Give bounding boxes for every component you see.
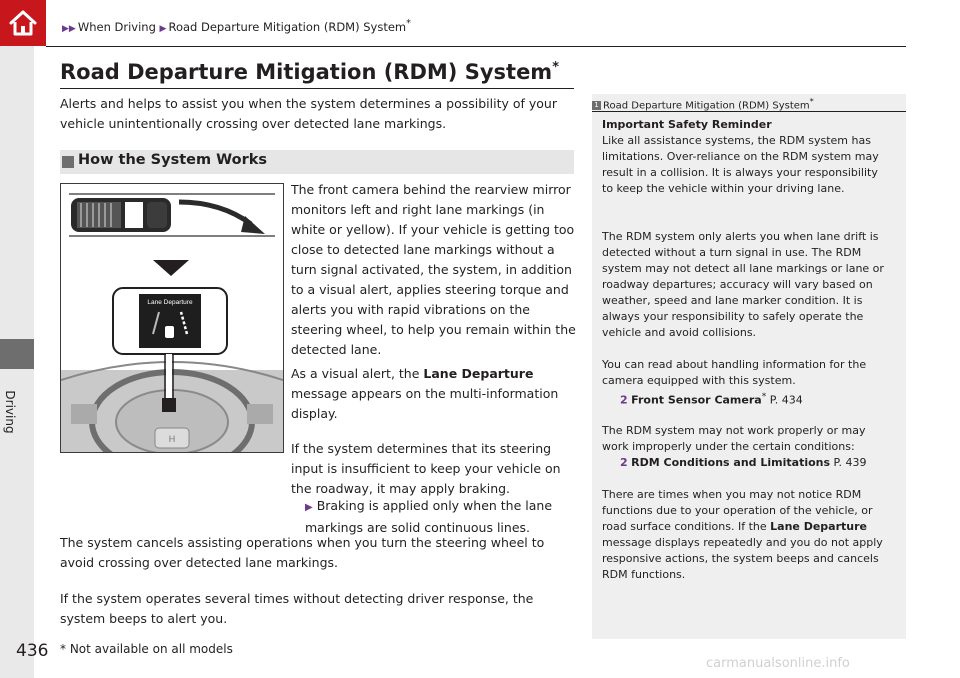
note-marker-icon: 1 [592, 101, 601, 110]
notes-header-star: * [809, 96, 814, 106]
breadcrumb [62, 18, 411, 34]
xref-rdm-conditions-label[interactable]: RDM Conditions and Limitations [631, 456, 831, 469]
lane-departure-term: Lane Departure [770, 520, 867, 533]
section-bullet-icon [62, 156, 74, 168]
xref-front-sensor-camera-label[interactable]: Front Sensor Camera [631, 393, 762, 407]
breadcrumb-link-when-driving[interactable]: When Driving [77, 19, 156, 34]
note-arrow-icon: ▶ [305, 502, 313, 513]
safety-reminder [602, 117, 892, 197]
section-heading: How the System Works [78, 152, 267, 168]
watermark: carmanualsonline.info [706, 656, 850, 671]
xref-front-sensor-camera[interactable]: 2 Front Sensor Camera* P. 434 [620, 391, 803, 407]
breadcrumb-arrow-icon: ▶▶ [62, 23, 76, 34]
intro-paragraph: Alerts and helps to assist you when the system determines a possibility of your vehicle unintentionally crossing over detected lane markings. [60, 96, 557, 131]
rdm-illustration [60, 183, 284, 453]
breadcrumb-current: Road Departure Mitigation (RDM) System [168, 19, 407, 34]
down-triangle-icon [153, 260, 189, 276]
page-title-star: * [552, 60, 559, 75]
note-cancel-functions: There are times when you may not notice RDM functions due to your operation of the vehicle, or road surface conditions. If the Lane Departure message displays repeatedly and you do not apply responsive actions, the system beeps and cancels RDM functions. [602, 488, 883, 581]
drift-arrowhead-icon [241, 216, 265, 234]
beep-paragraph: If the system operates several times without detecting driver response, the system beeps to alert you. [60, 591, 534, 626]
xref-rdm-conditions-page: P. 439 [830, 456, 867, 469]
header-divider [46, 46, 906, 47]
note-camera-text: You can read about handling information for the camera equipped with this system. [602, 358, 867, 387]
notes-header [592, 96, 906, 111]
vehicle-top-view-icon [71, 198, 171, 232]
safety-text: Like all assistance systems, the RDM system has limitations. Over-reliance on the RDM system may result in a collision. It is always your responsibility to keep the vehicle within your driving lane. [602, 134, 879, 195]
breadcrumb-star: * [406, 18, 411, 29]
title-divider [60, 88, 574, 89]
page-number: 436 [16, 641, 49, 661]
display-lane-departure-label: Lane Departure [147, 299, 193, 306]
svg-text:H: H [168, 434, 176, 444]
xref-rdm-conditions[interactable] [602, 455, 892, 471]
rdm-diagram [61, 184, 283, 452]
how-it-works-paragraph: The front camera behind the rearview mirror monitors left and right lane markings (in white or yellow). If your vehicle is getting too close to detected lane markings without a turn signal activated, the system, in addition to a visual alert, applies steering torque and alerts you with rapid vibrations on the steering wheel, to help you remain within the detected lane. [291, 182, 576, 357]
notes-header-text: Road Departure Mitigation (RDM) System [603, 100, 810, 112]
home-button[interactable] [0, 0, 46, 46]
xref-arrow-icon: 2 [620, 393, 628, 407]
lane-departure-term: Lane Departure [423, 366, 534, 381]
visual-alert-paragraph: As a visual alert, the Lane Departure message appears on the multi-information display. [291, 366, 559, 421]
note-conditions [602, 423, 892, 471]
cancel-paragraph: The system cancels assisting operations when you turn the steering wheel to avoid crossing over detected lane markings. [60, 535, 545, 570]
breadcrumb-arrow-icon: ▶ [159, 23, 167, 34]
page-title-text: Road Departure Mitigation (RDM) System [60, 60, 553, 84]
drift-arrow-icon [179, 202, 251, 224]
section-tab[interactable] [0, 372, 34, 452]
note-camera-info [602, 357, 892, 409]
safety-title: Important Safety Reminder [602, 118, 772, 131]
xref-front-sensor-camera-page: P. 434 [766, 393, 803, 407]
home-icon [7, 7, 39, 39]
braking-note-text: Braking is applied only when the lane markings are solid continuous lines. [305, 498, 553, 535]
notes-divider [592, 111, 906, 112]
braking-paragraph: If the system determines that its steering input is insufficient to keep your vehicle on the roadway, it may apply braking. [291, 441, 561, 496]
footnote: * Not available on all models [60, 642, 233, 656]
braking-note [305, 496, 575, 538]
page-title [60, 60, 559, 84]
section-tab-label: Driving [3, 390, 17, 434]
xref-arrow-icon: 2 [620, 456, 628, 469]
section-tab-marker[interactable] [0, 339, 34, 369]
note-detection-limits: The RDM system only alerts you when lane drift is detected without a turn signal in use. The RDM system may not detect all lane markings or lane or roadway departures; accuracy will vary based on weather, speed and lane marker condition. It is always your responsibility to safely operate the vehicle and avoid collisions. [602, 230, 884, 339]
note-conditions-text: The RDM system may not work properly or may work improperly under the certain conditions: [602, 424, 866, 453]
